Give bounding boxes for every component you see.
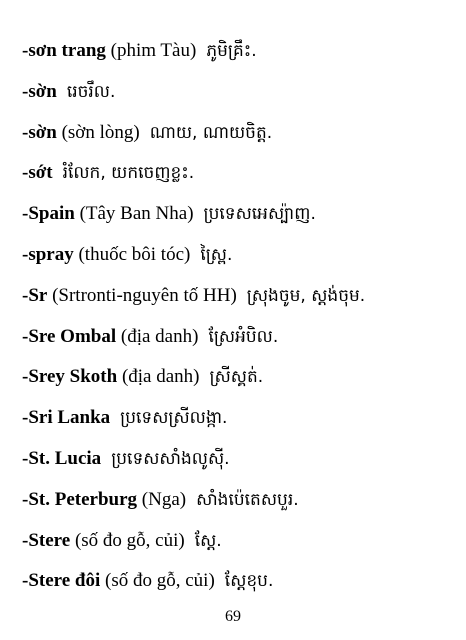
dictionary-entry [22,528,462,569]
entry-headword: -spray [22,243,74,265]
entry-headword: -Sr [22,284,48,306]
entry-note: (Srtronti-nguyên tố HH) [47,284,237,306]
entry-khmer: ណាយ, ណាយចិត្ត. [149,122,273,143]
dictionary-entry [22,160,462,201]
entry-note: (địa danh) [117,366,200,388]
dictionary-entry [22,568,462,609]
entry-khmer: ប្រទេសអេស្ប៉ាញ. [203,204,316,225]
entry-headword: -Srey Skoth [22,366,118,388]
entry-note: (Nga) [137,488,187,510]
dictionary-entry [22,79,462,120]
entry-khmer: ប្រទេសស្រីលង្កា. [120,408,228,429]
entry-khmer: ស្តែ. [194,530,222,551]
entry-headword: -sờn [22,80,57,102]
page-number: 69 [225,608,241,625]
dictionary-entry [22,38,462,79]
entry-headword: -Stere [22,529,71,551]
dictionary-entry [22,324,462,365]
entry-khmer: រេចរឹល. [66,81,116,102]
entry-headword: -sờn [22,121,57,143]
entry-headword: -St. Lucia [22,447,102,469]
entry-khmer: ស្រុងចូម, ស្តង់ចុម. [246,285,366,306]
entry-headword: -Sri Lanka [22,407,111,429]
entry-khmer: ប្រទេសសាំងលូស៊ី. [111,448,230,469]
entry-headword: -Spain [22,203,75,225]
entry-khmer: ស្តែខុប. [224,571,274,592]
entry-khmer: ភូមិគ្រឹះ. [206,41,257,61]
entry-headword: -Stere đôi [22,570,101,592]
entry-note: (số đo gỗ, củi) [70,529,185,551]
entry-khmer: សាំងប៉េតេសបួរ. [196,489,299,510]
entry-khmer: ស្រីស្គត់. [209,367,264,388]
entry-note: (sờn lòng) [56,121,140,143]
entry-khmer: រំលែក, យកចេញខ្លះ. [62,163,195,184]
entry-note: (Tây Ban Nha) [74,203,194,225]
dictionary-entry [22,120,462,161]
dictionary-entry [22,405,462,446]
dictionary-entry [22,364,462,405]
dictionary-entry [22,242,462,283]
entry-headword: -sơn trang [22,40,106,61]
entry-list [22,38,462,609]
entry-note: (địa danh) [116,325,199,347]
entry-headword: -sớt [22,162,53,184]
entry-note: (số đo gỗ, củi) [100,570,215,592]
dictionary-entry [22,283,462,324]
dictionary-entry [22,446,462,487]
entry-note: (phim Tàu) [105,40,197,61]
entry-khmer: ស្រែអំបិល. [208,326,279,347]
entry-khmer: ស្ព្រៃ. [200,244,233,265]
entry-headword: -Sre Ombal [22,325,117,347]
dictionary-entry [22,487,462,528]
dictionary-entry [22,201,462,242]
entry-note: (thuốc bôi tóc) [73,243,191,265]
entry-headword: -St. Peterburg [22,488,138,510]
